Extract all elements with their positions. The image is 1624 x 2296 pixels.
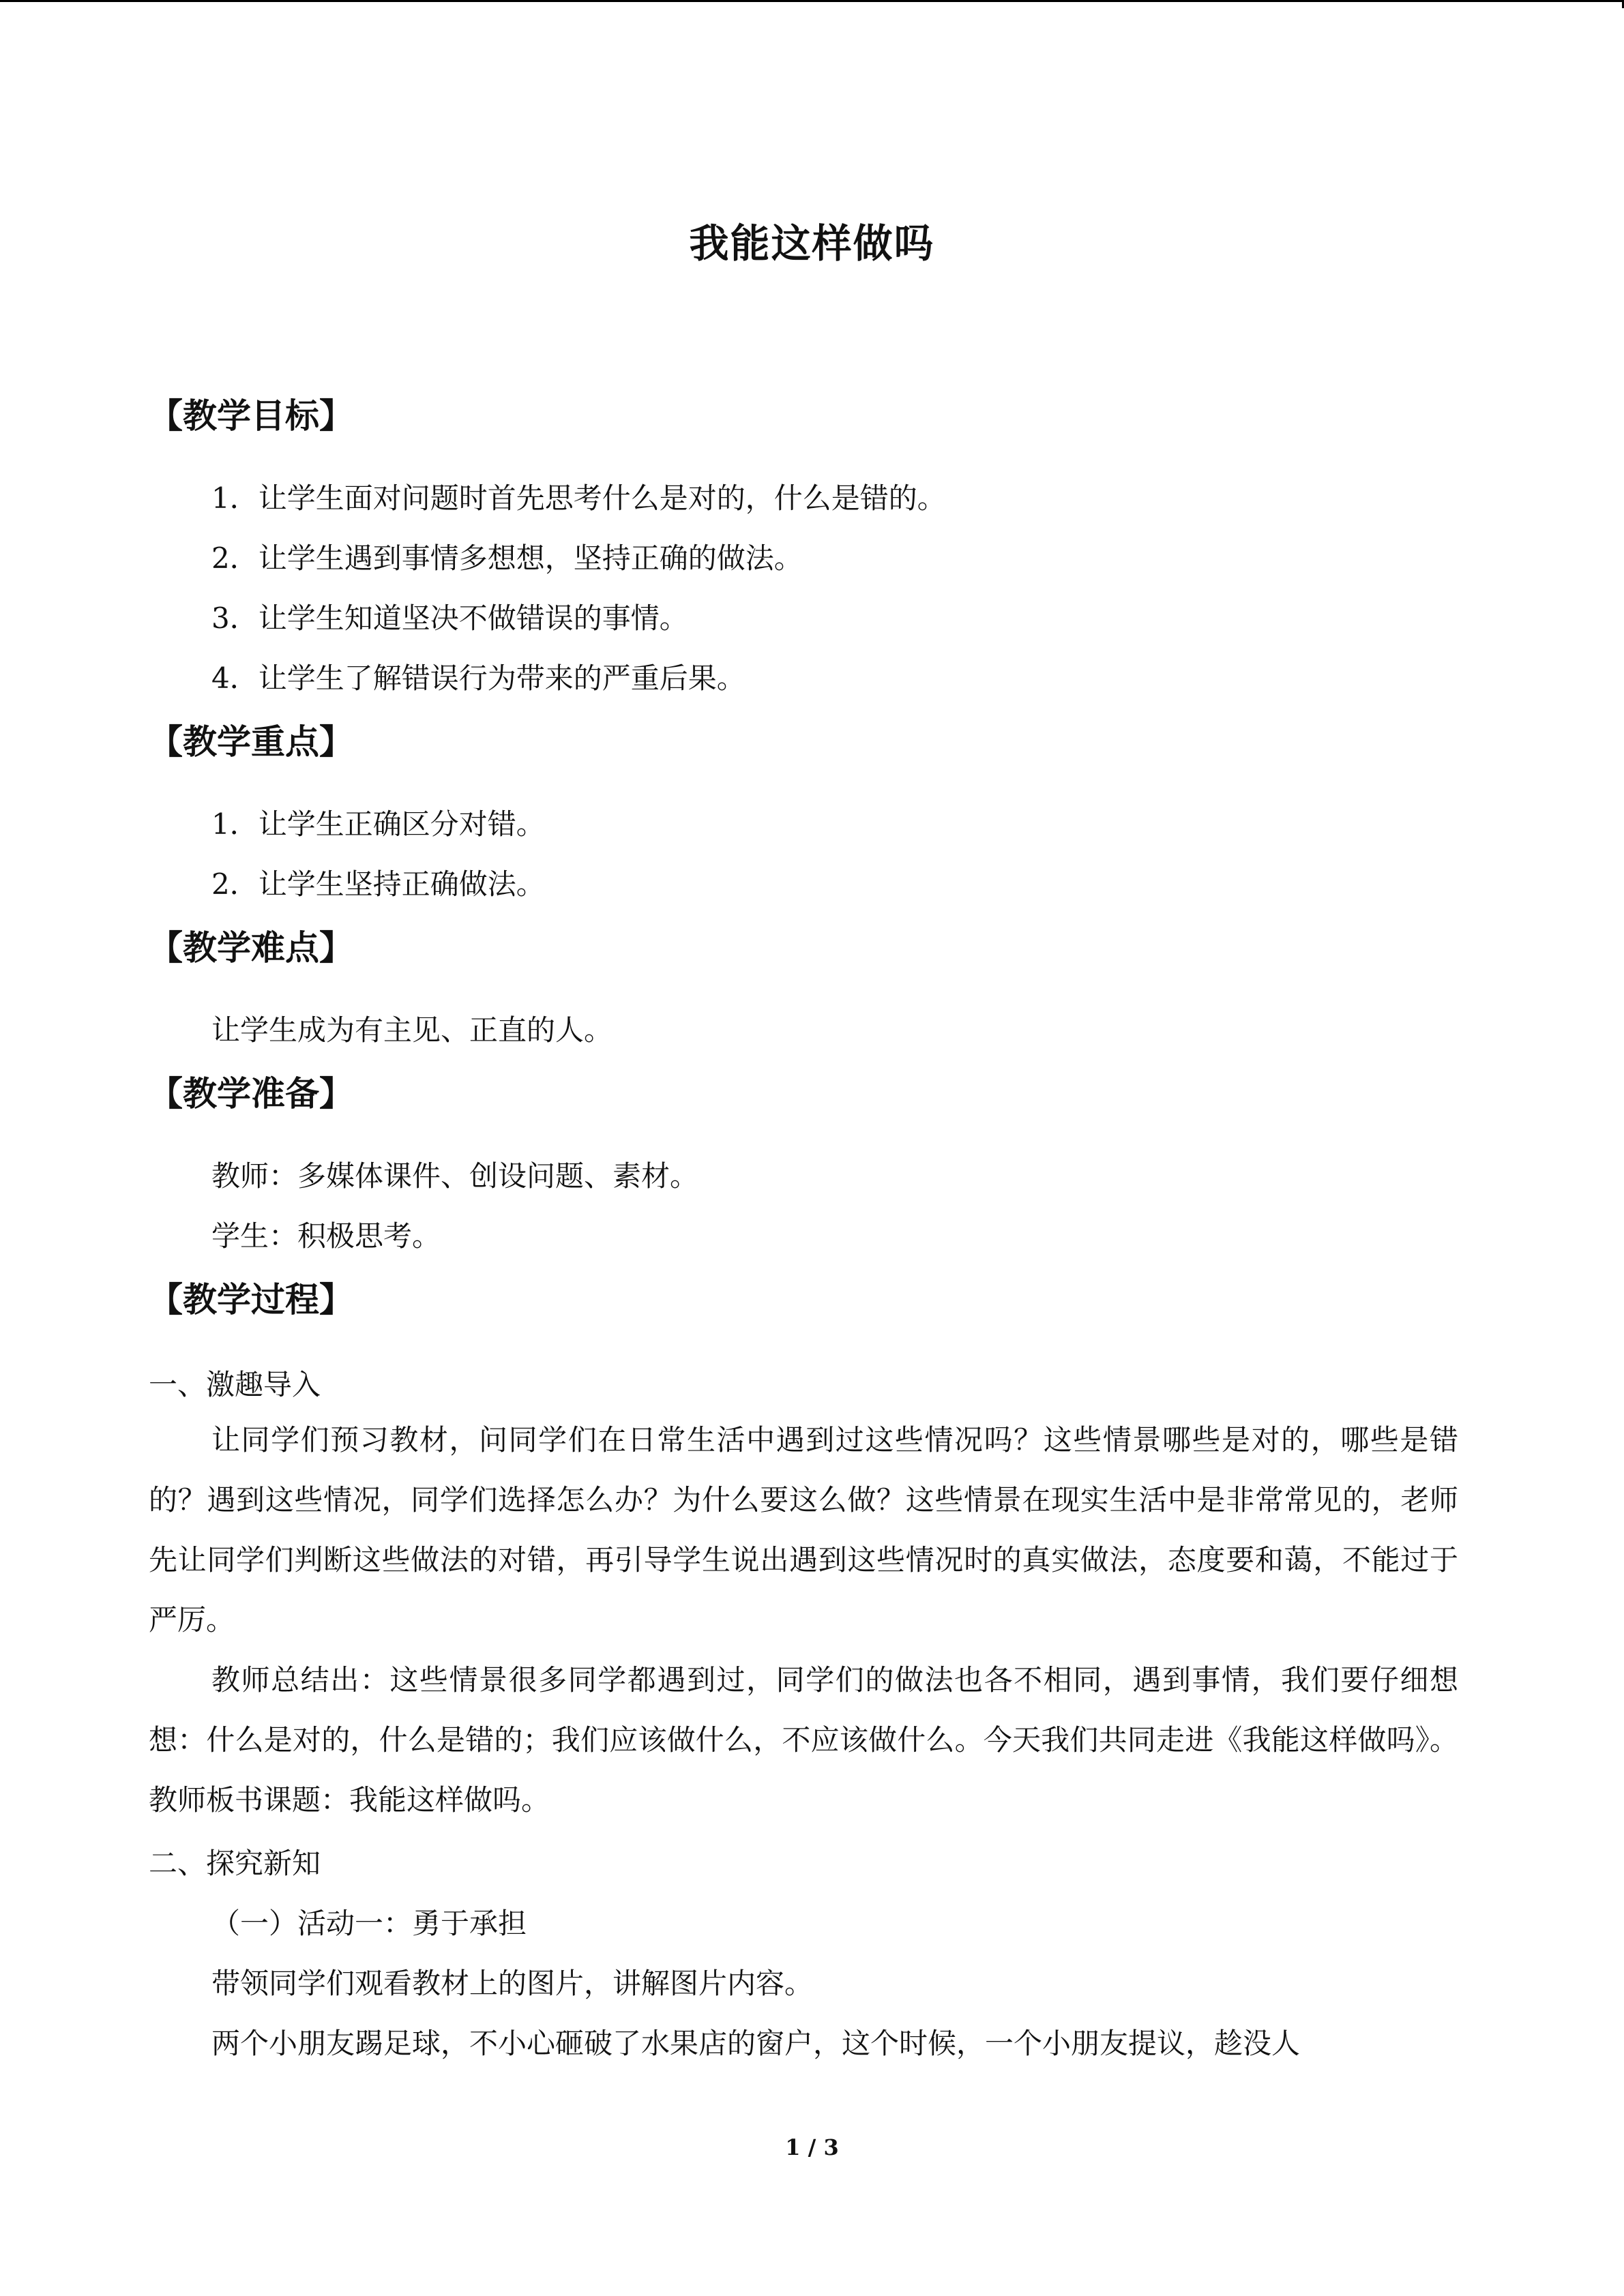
process-heading: 【教学过程】 bbox=[149, 1280, 353, 1320]
activity-line: 带领同学们观看教材上的图片，讲解图片内容。 bbox=[211, 1967, 814, 2000]
page-title: 我能这样做吗 bbox=[689, 220, 935, 267]
intro-paragraph-1: 让同学们预习教材，问同学们在日常生活中遇到过这些情况吗？这些情景哪些是对的，哪些是错的？遇到这些情况，同学们选择怎么办？为什么要这么做？这些情景在现实生活中是非常常见的，老师先让同学们判断这些做法的对错，再引导学生说出遇到这些情况时的真实做法，态度要和蔼，不能过于严厉。 bbox=[149, 1423, 1458, 1637]
difficulties-text: 让学生成为有主见、正直的人。 bbox=[211, 1013, 613, 1047]
preparation-teacher: 教师：多媒体课件、创设问题、素材。 bbox=[211, 1159, 699, 1193]
key-point-item: 2．让学生坚持正确做法。 bbox=[211, 867, 545, 901]
objective-item: 1．让学生面对问题时首先思考什么是对的，什么是错的。 bbox=[211, 481, 946, 515]
intro-paragraph-2: 教师总结出：这些情景很多同学都遇到过，同学们的做法也各不相同，遇到事情，我们要仔细想想：什么是对的，什么是错的；我们应该做什么，不应该做什么。今天我们共同走进《我能这样做吗》。教师板书课题：我能这样做吗。 bbox=[149, 1663, 1458, 1817]
section-title-intro: 一、激趣导入 bbox=[149, 1368, 321, 1401]
top-border bbox=[0, 0, 1624, 2]
difficulties-heading: 【教学难点】 bbox=[149, 928, 353, 968]
preparation-student: 学生：积极思考。 bbox=[211, 1219, 441, 1253]
objective-item: 3．让学生知道坚决不做错误的事情。 bbox=[211, 601, 688, 635]
activity-line: 两个小朋友踢足球，不小心砸破了水果店的窗户，这个时候，一个小朋友提议，趁没人 bbox=[211, 2027, 1301, 2060]
key-point-item: 1．让学生正确区分对错。 bbox=[211, 807, 545, 841]
objectives-heading: 【教学目标】 bbox=[149, 396, 353, 436]
objective-item: 4．让学生了解错误行为带来的严重后果。 bbox=[211, 661, 745, 695]
section-title-explore: 二、探究新知 bbox=[149, 1847, 321, 1880]
key-points-heading: 【教学重点】 bbox=[149, 722, 353, 762]
objective-item: 2．让学生遇到事情多想想，坚持正确的做法。 bbox=[211, 541, 803, 575]
preparation-heading: 【教学准备】 bbox=[149, 1074, 353, 1114]
activity-title: （一）活动一：勇于承担 bbox=[211, 1907, 527, 1940]
page-number: 1 / 3 bbox=[785, 2134, 839, 2160]
